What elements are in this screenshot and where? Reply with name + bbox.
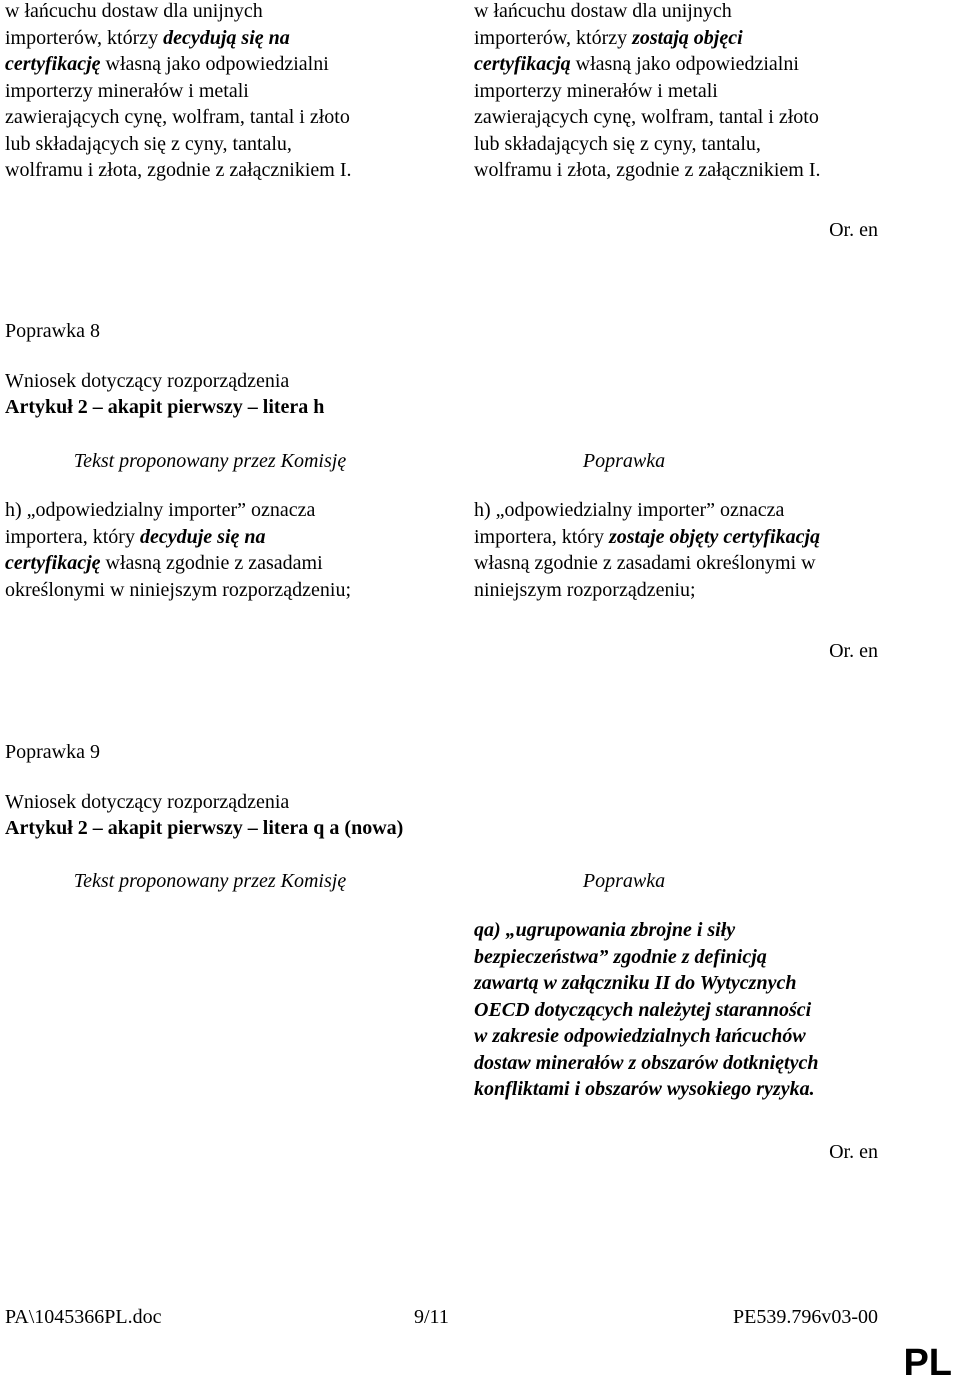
text-line: lub składających się z cyny, tantalu,	[5, 132, 292, 155]
text-line: h) „odpowiedzialny importer” oznacza	[5, 499, 316, 521]
amendment-text	[474, 917, 894, 1103]
commission-text-header: Tekst proponowany przez Komisję	[73, 450, 347, 472]
text-line: bezpieczeństwa” zgodnie z definicją	[474, 945, 767, 968]
text-run: importerów, którzy	[5, 26, 164, 49]
text-line: zawierających cynę, wolfram, tantal i złoto	[5, 106, 350, 128]
proposal-title: Wniosek dotyczący rozporządzenia	[5, 791, 290, 813]
emphasis-text: certyfikację	[5, 53, 101, 75]
text-line: wolframu i złota, zgodnie z załącznikiem I.	[474, 159, 821, 181]
text-line: konfliktami i obszarów wysokiego ryzyka.	[474, 1078, 815, 1100]
article-reference: Artykuł 2 – akapit pierwszy – litera h	[5, 396, 325, 418]
text-line	[474, 524, 894, 551]
page-number: 9/11	[414, 1306, 449, 1328]
emphasis-text: certyfikację	[5, 552, 101, 574]
proposal-title: Wniosek dotyczący rozporządzenia	[5, 370, 290, 392]
text-line: wolframu i złota, zgodnie z załącznikiem I.	[5, 159, 352, 181]
language-mark: PL	[903, 1342, 952, 1384]
pe-reference: PE539.796v03-00	[733, 1306, 878, 1328]
document-reference: PA\1045366PL.doc	[5, 1306, 162, 1328]
text-line: dostaw minerałów z obszarów dotkniętych	[474, 1051, 819, 1074]
text-line: OECD dotyczących należytej staranności	[474, 998, 812, 1021]
emphasis-text: zostaje objęty certyfikacją	[608, 525, 821, 548]
text-run: importerów, którzy	[474, 26, 633, 49]
amendment-column-header: Poprawka	[582, 870, 666, 892]
text-line	[5, 524, 425, 551]
text-line: importerzy minerałów i metali	[474, 79, 718, 102]
emphasis-text: certyfikacją	[474, 53, 571, 75]
text-line	[5, 550, 425, 577]
emphasis-text: decyduje się na	[139, 525, 266, 548]
original-language-note: Or. en	[829, 1141, 878, 1163]
text-line: zawartą w załączniku II do Wytycznych	[474, 972, 797, 994]
emphasis-text: decydują się na	[163, 26, 290, 49]
text-line: w łańcuchu dostaw dla unijnych	[474, 0, 732, 22]
text-line	[5, 25, 425, 52]
amendment-heading: Poprawka 8	[5, 320, 100, 342]
text-line	[474, 25, 894, 52]
text-line: w zakresie odpowiedzialnych łańcuchów	[474, 1025, 806, 1047]
text-run: własną jako odpowiedzialni	[570, 53, 799, 75]
text-line: własną zgodnie z zasadami określonymi w	[474, 552, 816, 574]
text-line: zawierających cynę, wolfram, tantal i złoto	[474, 106, 819, 128]
amendment-column-header: Poprawka	[582, 450, 666, 472]
original-language-note: Or. en	[829, 219, 878, 241]
text-line: importerzy minerałów i metali	[5, 79, 249, 102]
amendment-heading: Poprawka 9	[5, 741, 100, 763]
text-line	[474, 51, 894, 78]
text-run: importera, który	[474, 525, 609, 548]
text-run: importera, który	[5, 525, 140, 548]
article-reference: Artykuł 2 – akapit pierwszy – litera q a (nowa)	[5, 817, 404, 839]
text-line: określonymi w niniejszym rozporządzeniu;	[5, 578, 352, 601]
commission-text-header: Tekst proponowany przez Komisję	[73, 870, 347, 892]
text-run: własną jako odpowiedzialni	[100, 53, 329, 75]
top-right-paragraph	[474, 0, 894, 184]
text-line: w łańcuchu dostaw dla unijnych	[5, 0, 263, 22]
text-run: własną zgodnie z zasadami	[100, 552, 323, 574]
amendment-text	[474, 497, 894, 603]
top-left-paragraph	[5, 0, 425, 184]
commission-text	[5, 497, 425, 603]
text-line: qa) „ugrupowania zbrojne i siły	[474, 919, 736, 941]
text-line: lub składających się z cyny, tantalu,	[474, 132, 761, 155]
text-line: niniejszym rozporządzeniu;	[474, 578, 696, 601]
text-line: h) „odpowiedzialny importer” oznacza	[474, 499, 785, 521]
original-language-note: Or. en	[829, 640, 878, 662]
text-line	[5, 51, 425, 78]
emphasis-text: zostają objęci	[632, 26, 743, 49]
